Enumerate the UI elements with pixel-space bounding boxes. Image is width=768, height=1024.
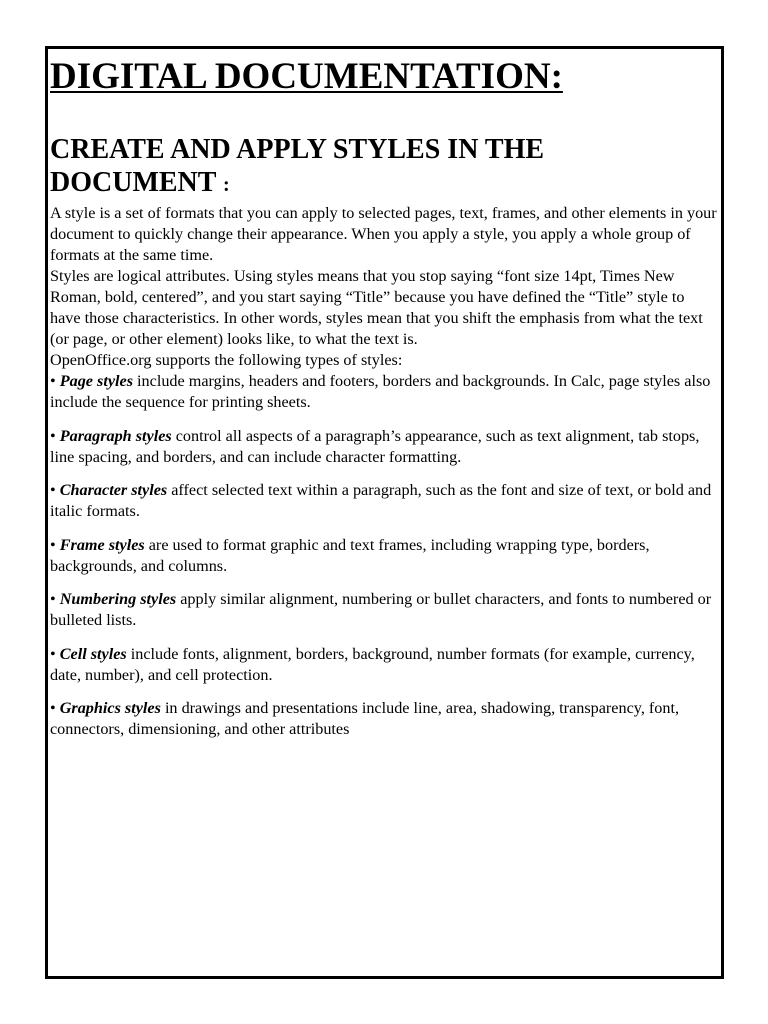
intro-paragraphs xyxy=(50,203,718,371)
bullet-icon: • xyxy=(50,699,56,717)
paragraph: A style is a set of formats that you can apply to selected pages, text, frames, and other elements in your document to quickly change their appearance. When you apply a style, you apply a whole group of formats at the same time. xyxy=(50,204,717,264)
style-term: Page styles xyxy=(59,372,133,390)
paragraph: OpenOffice.org supports the following types of styles: xyxy=(50,351,403,369)
document-title: DIGITAL DOCUMENTATION: xyxy=(50,56,563,97)
style-term: Graphics styles xyxy=(59,699,161,717)
style-term: Paragraph styles xyxy=(59,426,172,445)
list-item xyxy=(50,426,718,468)
style-term: Cell styles xyxy=(59,644,127,663)
section-heading-text: CREATE AND APPLY STYLES IN THE DOCUMENT xyxy=(50,134,545,198)
bullet-icon: • xyxy=(50,644,56,663)
section-heading xyxy=(50,133,650,202)
paragraph: Styles are logical attributes. Using styles means that you stop saying “font size 14pt, Times New Roman, bold, centered”, and you start saying “Title” because you have defined the “Title” style to have those characteristics. In other words, styles mean that you shift the emphasis from what the text (or page, or other element) looks like, to what the text is. xyxy=(50,267,703,348)
style-description: control all aspects of a paragraph’s appearance, such as text alignment, tab stops, line spacing, and borders, and can include character formatting. xyxy=(50,426,700,466)
style-term: Frame styles xyxy=(59,535,145,554)
section-heading-colon: : xyxy=(222,174,230,196)
list-item xyxy=(50,371,718,413)
list-item xyxy=(50,480,718,522)
style-term: Character styles xyxy=(59,481,168,499)
style-types-list xyxy=(50,371,718,740)
style-description: are used to format graphic and text frames, including wrapping type, borders, backgrounds, and columns. xyxy=(50,535,650,575)
document-body xyxy=(50,52,718,740)
list-item xyxy=(50,698,718,740)
bullet-icon: • xyxy=(50,372,56,390)
list-item xyxy=(50,535,718,577)
bullet-icon: • xyxy=(50,535,56,554)
list-item xyxy=(50,644,718,686)
list-item xyxy=(50,589,718,631)
style-description: affect selected text within a paragraph, such as the font and size of text, or bold and italic formats. xyxy=(50,481,712,520)
style-description: include fonts, alignment, borders, background, number formats (for example, currency, date, number), and cell protection. xyxy=(50,644,695,684)
style-description: in drawings and presentations include line, area, shadowing, transparency, font, connectors, dimensioning, and other attributes xyxy=(50,699,680,738)
style-description: apply similar alignment, numbering or bullet characters, and fonts to numbered or bulleted lists. xyxy=(50,590,712,629)
style-term: Numbering styles xyxy=(59,590,177,608)
style-description: include margins, headers and footers, borders and backgrounds. In Calc, page styles also include the sequence for printing sheets. xyxy=(50,372,711,411)
bullet-icon: • xyxy=(50,590,56,608)
bullet-icon: • xyxy=(50,481,56,499)
bullet-icon: • xyxy=(50,426,56,445)
